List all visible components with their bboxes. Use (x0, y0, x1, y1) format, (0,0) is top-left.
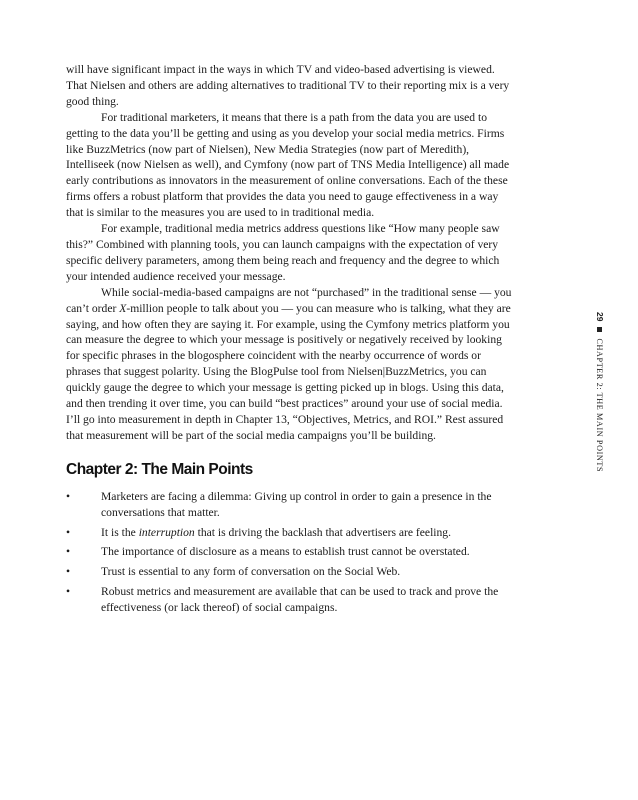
page-number: 29 (595, 312, 605, 322)
section-heading: Chapter 2: The Main Points (66, 460, 253, 478)
list-item (66, 544, 514, 560)
chapter-label: CHAPTER 2: THE MAIN POINTS (595, 338, 605, 473)
list-item-text (101, 526, 451, 539)
list-item-text-before: It is the (101, 525, 139, 539)
side-running-head (590, 312, 610, 482)
bullet-icon: • (66, 585, 71, 599)
side-running-head-text (590, 312, 610, 482)
main-points-list (66, 489, 514, 616)
list-item (66, 584, 514, 616)
italic-x: X (119, 301, 127, 315)
list-item-text: Trust is essential to any form of conversation on the Social Web. (101, 565, 401, 579)
italic-interruption: interruption (138, 525, 195, 539)
list-item (66, 525, 514, 541)
list-item (66, 489, 514, 521)
paragraph-traditional-marketers: For traditional marketers, it means that there is a path from the data you are used to getting to the data you’ll be getting and using as you develop your social media metrics. Firms like BuzzMetrics (now part of Nielsen), New Media Strategies (now part of Meredith), Intelliseek (now Nielsen as well), and Cymfony (now part of TNS Media Intelligence) all made early contributions as innovators in the measurement of online conversations. Each of the these firms offers a robust platform that provides the data you need to gauge effectiveness in a way that is similar to the measures you are used to in traditional media. (66, 110, 510, 220)
paragraph-text-rest: -million people to talk about you — you can measure who is talking, what they are saying, and how often they are saying it. For example, using the Cymfony metrics platform you can measure the degree to which your message is positively or negatively received by looking for specific phrases in the blogosphere coincident with the nearby occurrence of words or phrases that suggest polarity. Using the BlogPulse tool from Nielsen|BuzzMetrics, you can quickly gauge the degree to which your message is getting picked up in blogs. Using this data, and then trending it over time, you can build “best practices” around your use of social media. I’ll go into measurement in depth in Chapter 13, “Objectives, Metrics, and ROI.” Rest assured that measurement will be part of the social media campaigns you’ll be building. (66, 301, 511, 442)
paragraph-continued: will have significant impact in the ways in which TV and video-based advertising is viewed. That Nielsen and others are adding alternatives to traditional TV to their reporting mix is a very good thing. (66, 63, 510, 108)
list-item-text: Robust metrics and measurement are available that can be used to track and prove the effectiveness (or lack thereof) of social campaigns. (101, 585, 499, 615)
paragraph-social-campaigns (66, 285, 514, 444)
list-item (66, 564, 514, 580)
bullet-icon: • (66, 525, 71, 539)
square-bullet-icon (598, 327, 603, 332)
list-item-text: The importance of disclosure as a means to establish trust cannot be overstated. (101, 545, 470, 559)
paragraph-traditional-metrics: For example, traditional media metrics address questions like “How many people saw this?” Combined with planning tools, you can launch campaigns with the expectation of very specific delivery parameters, among them being reach and frequency and the degree to which your intended audience received your message. (66, 222, 500, 283)
page-body (66, 62, 514, 620)
paragraph-text-start: While social-media-based campaigns are not “purchased” in the traditional sense — you can’t order (66, 285, 512, 315)
bullet-icon: • (66, 545, 71, 559)
list-item-text-after: that is driving the backlash that advertisers are feeling. (194, 525, 451, 539)
list-item-text: Marketers are facing a dilemma: Giving up control in order to gain a presence in the conversations that matter. (101, 489, 492, 519)
bullet-icon: • (66, 565, 71, 579)
bullet-icon: • (66, 489, 71, 503)
